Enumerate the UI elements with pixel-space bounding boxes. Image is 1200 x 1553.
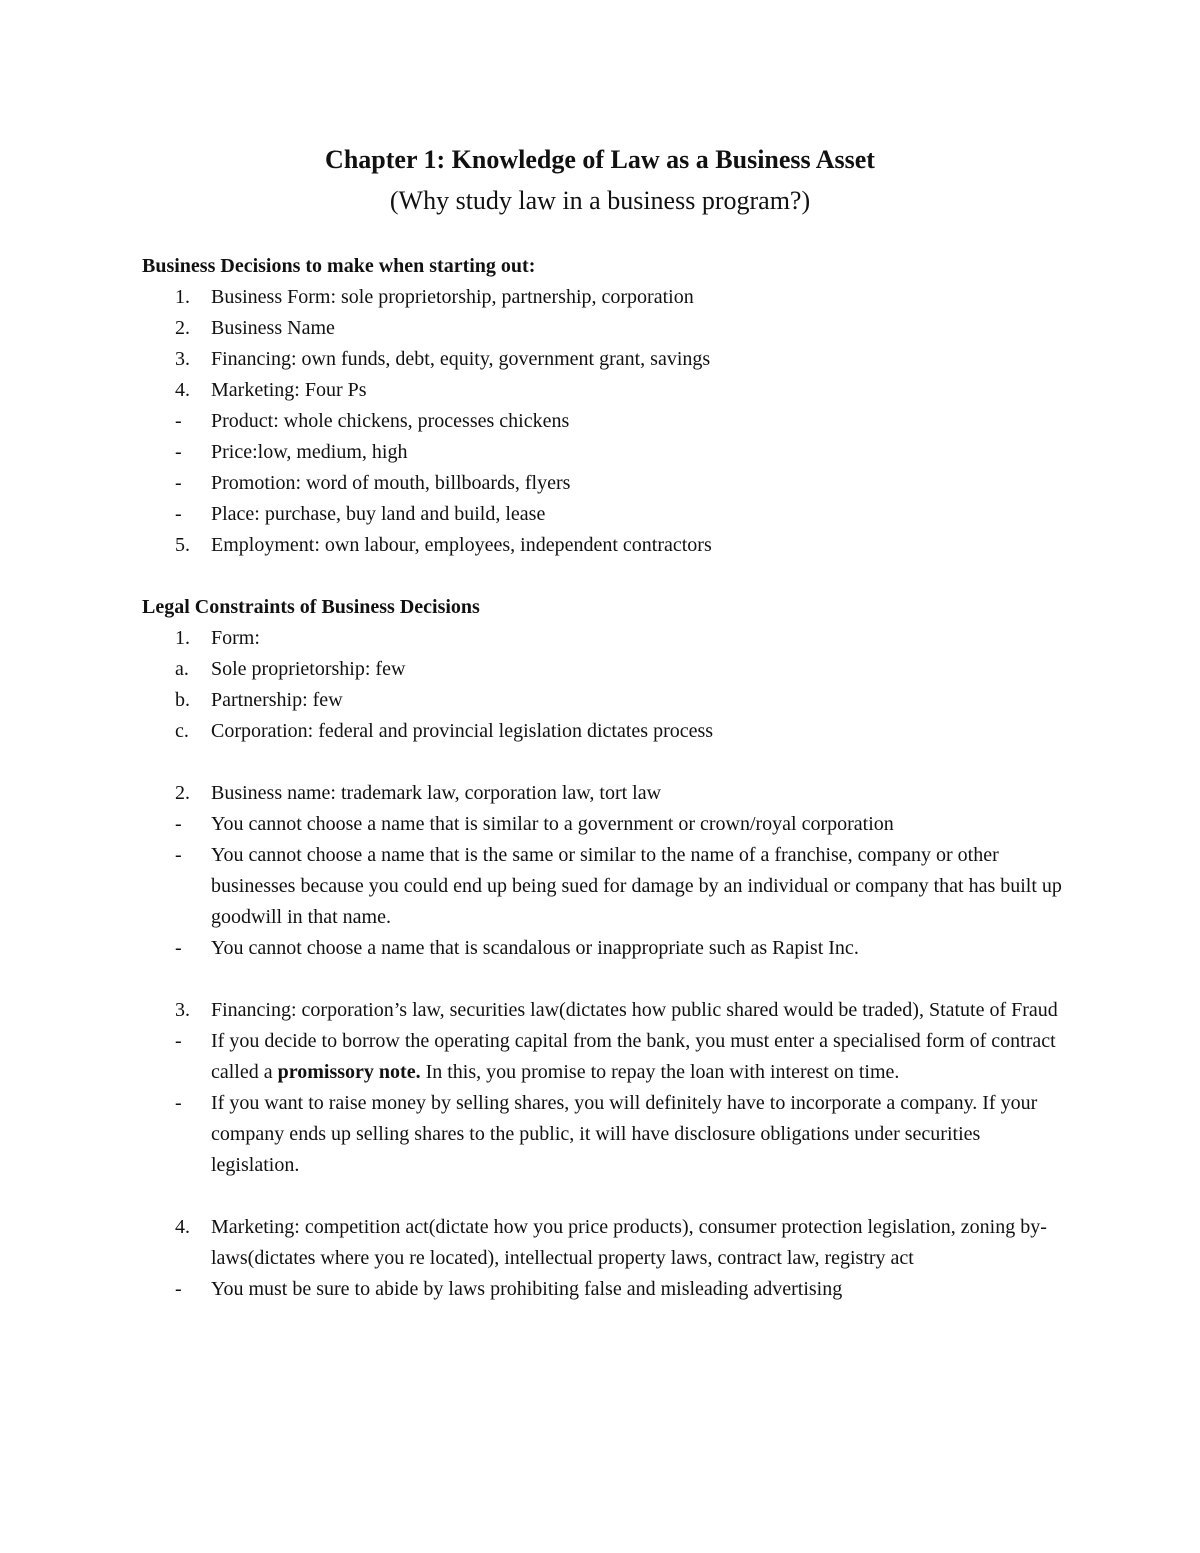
list-item-text: Financing: own funds, debt, equity, government grant, savings xyxy=(211,348,711,370)
list-marker: - xyxy=(175,503,182,525)
spacer xyxy=(0,747,1200,778)
list-item-text: Marketing: Four Ps xyxy=(211,379,367,401)
list-marker: b. xyxy=(175,689,190,711)
section-heading-legal-constraints: Legal Constraints of Business Decisions xyxy=(142,596,480,618)
list-item xyxy=(0,809,1200,840)
list-marker: 4. xyxy=(175,1216,190,1238)
list-item xyxy=(0,654,1200,685)
list-marker: 1. xyxy=(175,627,190,649)
list-item-text: Business Form: sole proprietorship, partnership, corporation xyxy=(211,286,694,308)
list-item-text: Sole proprietorship: few xyxy=(211,658,406,680)
list-marker: c. xyxy=(175,720,189,742)
list-marker: 2. xyxy=(175,782,190,804)
list-item-text: You cannot choose a name that is similar to a government or crown/royal corporation xyxy=(211,813,894,835)
spacer xyxy=(0,964,1200,995)
list-item xyxy=(0,313,1200,344)
list-item xyxy=(0,716,1200,747)
list-item-text: Corporation: federal and provincial legislation dictates process xyxy=(211,720,714,742)
list-item-text: Marketing: competition act(dictate how you price products), consumer protection legislation, zoning by-laws(dictates where you re located), intellectual property laws, contract law, registry act xyxy=(211,1216,1047,1269)
list-item-text: Partnership: few xyxy=(211,689,343,711)
list-marker: 4. xyxy=(175,379,190,401)
page-title: Chapter 1: Knowledge of Law as a Business Asset xyxy=(325,145,875,174)
list-item xyxy=(0,933,1200,964)
list-item-text: Place: purchase, buy land and build, lease xyxy=(211,503,546,525)
list-item-text xyxy=(211,1026,1071,1088)
section-heading-business-decisions: Business Decisions to make when starting out: xyxy=(142,255,536,277)
list-item xyxy=(0,406,1200,437)
list-marker: - xyxy=(175,1030,182,1052)
list-item-text: Financing: corporation’s law, securities law(dictates how public shared would be traded), Statute of Fraud xyxy=(211,999,1058,1021)
list-item xyxy=(0,437,1200,468)
list-item xyxy=(0,1212,1200,1274)
list-item xyxy=(0,468,1200,499)
list-item xyxy=(0,1274,1200,1305)
list-item xyxy=(0,1026,1200,1088)
list-item-text: You must be sure to abide by laws prohibiting false and misleading advertising xyxy=(211,1278,843,1300)
list-item-text: If you want to raise money by selling shares, you will definitely have to incorporate a company. If your company ends up selling shares to the public, it will have disclosure obligations under securities legislation. xyxy=(211,1092,1038,1176)
page-subtitle: (Why study law in a business program?) xyxy=(389,186,811,215)
list-marker: - xyxy=(175,1278,182,1300)
list-marker: - xyxy=(175,472,182,494)
list-marker: a. xyxy=(175,658,189,680)
promissory-note-term: promissory note. xyxy=(277,1061,421,1083)
legal-constraints-list xyxy=(0,623,1200,1305)
list-item-text: You cannot choose a name that is the same or similar to the name of a franchise, company or other businesses because you could end up being sued for damage by an individual or company that has built up goodwill in that name. xyxy=(211,844,1062,928)
list-item xyxy=(0,375,1200,406)
list-marker: - xyxy=(175,1092,182,1114)
list-item xyxy=(0,685,1200,716)
list-marker: 3. xyxy=(175,348,190,370)
list-item-text: Employment: own labour, employees, independent contractors xyxy=(211,534,712,556)
list-item xyxy=(0,995,1200,1026)
list-item-text: You cannot choose a name that is scandalous or inappropriate such as Rapist Inc. xyxy=(211,937,859,959)
list-item xyxy=(0,499,1200,530)
list-item xyxy=(0,344,1200,375)
list-item-text: Form: xyxy=(211,627,260,649)
list-item xyxy=(0,840,1200,933)
list-item xyxy=(0,530,1200,561)
list-marker: - xyxy=(175,410,182,432)
list-marker: - xyxy=(175,937,182,959)
list-marker: - xyxy=(175,813,182,835)
list-marker: 5. xyxy=(175,534,190,556)
list-item xyxy=(0,282,1200,313)
list-marker: 3. xyxy=(175,999,190,1021)
list-item xyxy=(0,778,1200,809)
list-item-text: Price:low, medium, high xyxy=(211,441,408,463)
list-item-text: Product: whole chickens, processes chickens xyxy=(211,410,570,432)
loan-text-after: In this, you promise to repay the loan with interest on time. xyxy=(420,1061,900,1083)
spacer xyxy=(0,1181,1200,1212)
loan-text-before: If you decide to borrow the operating capital from the bank, you must enter a specialised form of contract called a xyxy=(211,1030,1056,1083)
list-marker: 2. xyxy=(175,317,190,339)
list-item xyxy=(0,623,1200,654)
list-item-text: Business name: trademark law, corporation law, tort law xyxy=(211,782,662,804)
list-marker: 1. xyxy=(175,286,190,308)
list-item xyxy=(0,1088,1200,1181)
list-item-text: Business Name xyxy=(211,317,335,339)
list-item-text: Promotion: word of mouth, billboards, flyers xyxy=(211,472,571,494)
list-marker: - xyxy=(175,441,182,463)
list-marker: - xyxy=(175,844,182,866)
business-decisions-list xyxy=(0,282,1200,561)
